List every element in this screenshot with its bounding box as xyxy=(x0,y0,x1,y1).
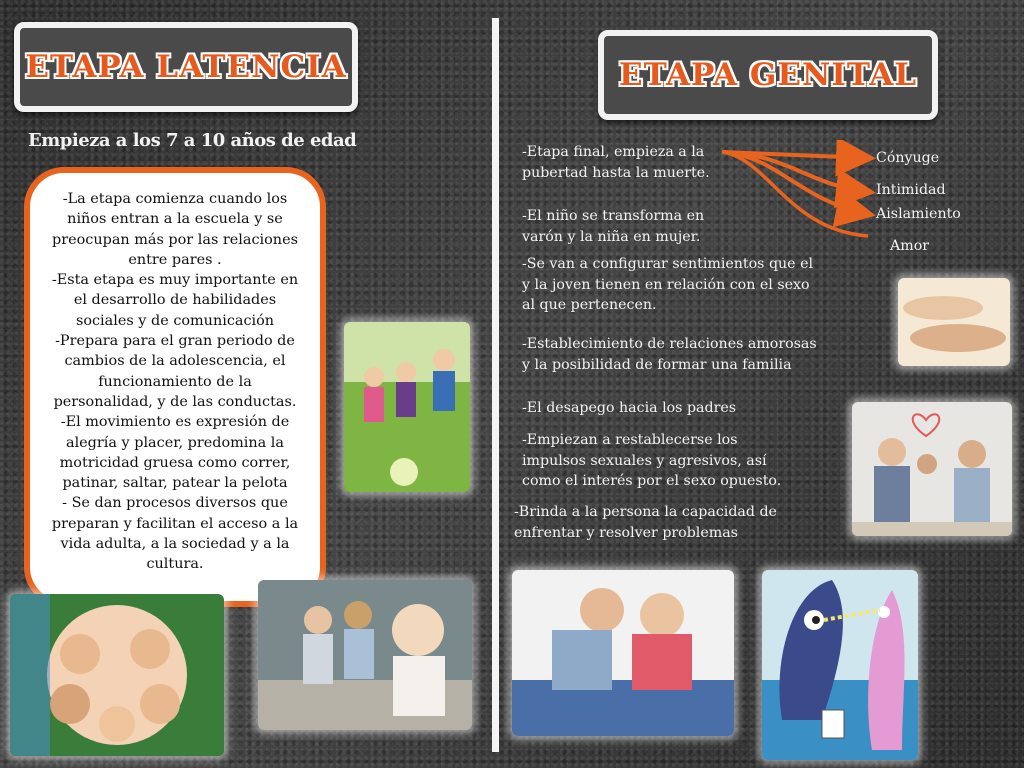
latencia-paragraph: -Esta etapa es muy importante en el desarrollo de habilidades sociales y de comunicación xyxy=(51,272,299,329)
subtitle-age-range: Empieza a los 7 a 10 años de edad xyxy=(28,130,357,151)
genital-point: -Se van a configurar sentimientos que el y la joven tienen en relación con el sexo al que pertenecen. xyxy=(522,256,814,313)
latencia-description-card xyxy=(24,167,326,607)
genital-point: -El niño se transforma en varón y la niña en mujer. xyxy=(522,208,705,245)
title-box-latencia xyxy=(14,22,358,112)
title-box-genital xyxy=(598,30,938,120)
label-intimidad: Intimidad xyxy=(876,182,946,198)
genital-point: -Etapa final, empieza a la pubertad hasta la muerte. xyxy=(522,144,710,181)
latencia-paragraph: -Prepara para el gran periodo de cambios de la adolescencia, el funcionamiento de la personalidad, y de las conductas. xyxy=(53,333,297,410)
latencia-paragraph: -El movimiento es expresión de alegría y placer, predomina la motricidad gruesa como correr, patinar, saltar, patear la pelota xyxy=(59,414,291,492)
label-amor: Amor xyxy=(890,238,930,254)
sad-girls-photo xyxy=(258,580,472,730)
couple-feet-photo xyxy=(898,278,1010,366)
teen-classroom-couple-photo xyxy=(852,402,1012,536)
arrow-amor xyxy=(722,152,868,236)
title-genital: ETAPA GENITAL xyxy=(618,57,918,93)
cartoon-fish-illustration xyxy=(762,570,918,760)
label-aislamiento: Aislamiento xyxy=(876,206,961,222)
latencia-paragraph: -La etapa comienza cuando los niños entran a la escuela y se preocupan más por las relaciones entre pares . xyxy=(52,191,298,268)
genital-point: -El desapego hacia los padres xyxy=(522,400,737,416)
latencia-paragraph: - Se dan procesos diversos que preparan y facilitan el acceso a la vida adulta, a la sociedad y a la cultura. xyxy=(51,495,299,573)
center-divider xyxy=(492,18,499,752)
genital-point: -Empiezan a restablecerse los impulsos sexuales y agresivos, así como el interés por el sexo opuesto. xyxy=(522,432,782,489)
family-photo xyxy=(512,570,734,736)
genital-point: -Establecimiento de relaciones amorosas y la posibilidad de formar una familia xyxy=(522,336,817,373)
title-latencia: ETAPA LATENCIA xyxy=(25,49,347,85)
label-conyuge: Cónyuge xyxy=(876,150,940,166)
genital-point: -Brinda a la persona la capacidad de enfrentar y resolver problemas xyxy=(514,504,777,541)
kids-circle-hands-photo xyxy=(10,594,224,756)
children-running-ball-photo xyxy=(344,322,470,492)
arrows-diagram xyxy=(718,140,878,240)
